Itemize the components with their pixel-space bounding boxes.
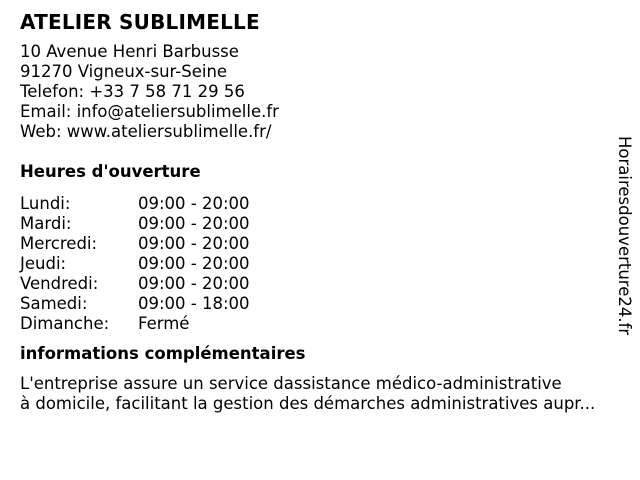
address-line-city: 91270 Vigneux-sur-Seine — [20, 62, 228, 81]
day-label: Mardi: — [20, 214, 72, 233]
day-hours: 09:00 - 20:00 — [138, 254, 250, 273]
phone-line: Telefon: +33 7 58 71 29 56 — [20, 82, 245, 101]
hours-row-wednesday — [20, 234, 610, 254]
email-line: Email: info@ateliersublimelle.fr — [20, 102, 279, 121]
info-heading: informations complémentaires — [20, 344, 306, 363]
day-hours: 09:00 - 18:00 — [138, 294, 250, 313]
day-label: Jeudi: — [20, 254, 67, 273]
hours-row-friday — [20, 274, 610, 294]
day-hours: 09:00 - 20:00 — [138, 194, 250, 213]
address-line-street: 10 Avenue Henri Barbusse — [20, 42, 239, 61]
day-hours: 09:00 - 20:00 — [138, 234, 250, 253]
day-label: Dimanche: — [20, 314, 110, 333]
day-label: Vendredi: — [20, 274, 99, 293]
day-hours: 09:00 - 20:00 — [138, 214, 250, 233]
hours-row-thursday — [20, 254, 610, 274]
day-label: Lundi: — [20, 194, 71, 213]
hours-row-sunday — [20, 314, 610, 334]
info-text-line-1: L'entreprise assure un service dassistance médico-administrative — [20, 374, 562, 393]
business-name: ATELIER SUBLIMELLE — [20, 10, 260, 34]
hours-row-monday — [20, 194, 610, 214]
info-text-line-2: à domicile, facilitant la gestion des démarches administratives aupr... — [20, 394, 596, 413]
day-hours: 09:00 - 20:00 — [138, 274, 250, 293]
web-line: Web: www.ateliersublimelle.fr/ — [20, 122, 272, 141]
day-label: Samedi: — [20, 294, 88, 313]
hours-row-saturday — [20, 294, 610, 314]
hours-table — [20, 194, 610, 334]
hours-row-tuesday — [20, 214, 610, 234]
hours-heading: Heures d'ouverture — [20, 162, 201, 181]
site-watermark: Horairesdouverture24.fr — [615, 136, 634, 336]
day-hours: Fermé — [138, 314, 190, 333]
business-card — [20, 8, 610, 414]
day-label: Mercredi: — [20, 234, 98, 253]
